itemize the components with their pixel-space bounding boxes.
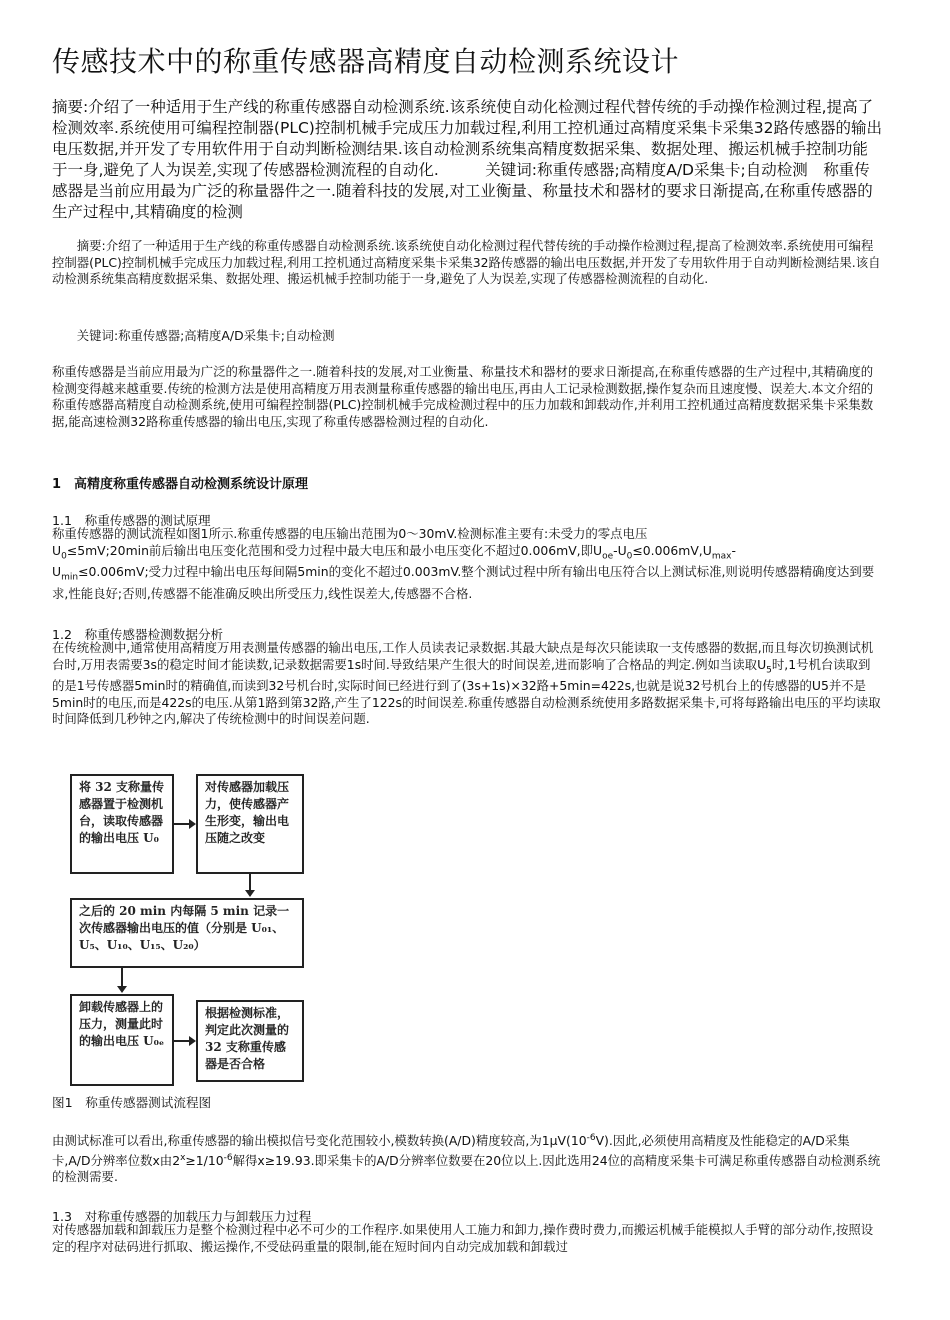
text-run: 解得x≥19.93.即采集卡的A/D分辨率位数要在20位以上.因此选用24位的高精度采集卡可满足称重传感器自动检测系统的检测需要. — [52, 1152, 881, 1185]
text-run: 时,1号机台读取到的是1号传感器5min时的精确值,而读到32号机台时,实际时间已经进行到了(3s+1s)×32路+5min=422s,也就是说32号机台上的传感器的U5并不是5min时的电压,而是422s的电压.从第1路到第32路,产生了122s的时间误差.称重传感器自动检测系统使用多路数据采集卡,可将每路输出电压的平均读取时间降低到几秒钟之内,解决了传统检测中的时间误差问题. — [52, 656, 881, 727]
page-title: 传感技术中的称重传感器高精度自动检测系统设计 — [52, 45, 680, 78]
keywords-paragraph: 关键词:称重传感器;高精度A/D采集卡;自动检测 — [52, 328, 335, 343]
flow-box-unload: 卸载传感器上的压力，测量此时的输出电压 U₀ₑ — [70, 994, 174, 1086]
section-1-2-heading: 1.2 称重传感器检测数据分析 — [52, 627, 224, 642]
arrow-line — [121, 968, 123, 987]
text-run: -U — [613, 542, 627, 558]
arrow-line — [249, 874, 251, 891]
arrow-line — [174, 1040, 190, 1042]
abstract-paragraph: 摘要:介绍了一种适用于生产线的称重传感器自动检测系统.该系统使自动化检测过程代替传统的手动操作检测过程,提高了检测效率.系统使用可编程控制器(PLC)控制机械手完成压力加载过程,利用工控机通过高精度采集卡采集32路传感器的输出电压数据,并开发了专用软件用于自动判断检测结果.该自动检测系统集高精度数据采集、数据处理、搬运机械手控制功能于一身,避免了人为误差,实现了传感器检测流程的自动化. — [52, 238, 881, 286]
text-run: ≤5mV;20min前后输出电压变化范围和受力过程中最大电压和最小电压变化不超过0.006mV,即U — [66, 542, 603, 558]
flow-box-judge: 根据检测标准，判定此次测量的 32 支称重传感器是否合格 — [196, 1000, 304, 1082]
section-1-3-paragraph: 对传感器加载和卸载压力是整个检测过程中必不可少的工作程序.如果使用人工施力和卸力,操作费时费力,而搬运机械手能模拟人手臂的部分动作,按照设定的程序对砝码进行抓取、搬运操作,不受砝码重量的限制,能在短时间内自动完成加载和卸载过 — [52, 1222, 874, 1254]
text-run: 在传统检测中,通常使用高精度万用表测量传感器的输出电压,工作人员读表记录数据.其最大缺点是每次只能读取一支传感器的数据,而且每次切换测试机台时,万用表需要3s的稳定时间才能读数,记录数据需要1s时间.导致结果产生很大的时间误差,进而影响了合格品的判定.例如当读取U — [52, 640, 874, 672]
text-run: 由测试标准可以看出,称重传感器的输出模拟信号变化范围较小,模数转换(A/D)精度较高,为1μV(10 — [52, 1133, 587, 1149]
section-1-heading: 1 高精度称重传感器自动检测系统设计原理 — [52, 477, 309, 492]
subscript: min — [61, 572, 79, 583]
flow-box-place-sensors: 将 32 支称量传感器置于检测机台，读取传感器的输出电压 U₀ — [70, 774, 174, 874]
arrow-head-icon — [245, 890, 255, 897]
subscript: 0 — [626, 550, 633, 561]
section-1-2-paragraph — [52, 640, 882, 728]
text-run: 称重传感器的测试流程如图1所示.称重传感器的电压输出范围为0～30mV.检测标准主要有:未受力的零点电压 — [52, 526, 648, 541]
section-1-1-paragraph — [52, 526, 882, 603]
subscript: 0 — [61, 550, 67, 561]
abstract-summary: 摘要:介绍了一种适用于生产线的称重传感器自动检测系统.该系统使自动化检测过程代替传统的手动操作检测过程,提高了检测效率.系统使用可编程控制器(PLC)控制机械手完成压力加载过程,利用工控机通过高精度采集卡采集32路传感器的输出电压数据,并开发了专用软件用于自动判断检测结果.该自动检测系统集高精度数据采集、数据处理、搬运机械手控制功能于一身,避免了人为误差,实现了传感器检测流程的自动化. 关键词:称重传感器;高精度A/D采集卡;自动检测 称重传感器是当前应用最为广泛的称量器件之一.随着科技的发展,对工业衡量、称量技术和器材的要求日渐提高,在称重传感器的生产过程中,其精确度的检测 — [52, 98, 882, 221]
arrow-head-icon — [117, 986, 127, 993]
subscript: max — [711, 550, 732, 561]
arrow-head-icon — [189, 1036, 196, 1046]
superscript: x — [180, 1152, 186, 1163]
flow-box-record-voltage: 之后的 20 min 内每隔 5 min 记录一次传感器输出电压的值（分别是 U₀₁、U₅、U₁₀、U₁₅、U₂₀） — [70, 898, 304, 968]
text-run: - — [731, 542, 736, 558]
text-run: V).因此,必须使用高精度及性能稳定的A/D采集卡,A/D分辨率位数x由2 — [52, 1133, 850, 1168]
superscript: -6 — [586, 1133, 596, 1143]
subscript: oe — [602, 550, 614, 561]
text-run: ≤0.006mV,U — [632, 542, 712, 558]
section-1-3-heading: 1.3 对称重传感器的加载压力与卸载压力过程 — [52, 1209, 312, 1224]
figure-caption: 图1 称重传感器测试流程图 — [52, 1095, 212, 1110]
intro-paragraph: 称重传感器是当前应用最为广泛的称量器件之一.随着科技的发展,对工业衡量、称量技术和器材的要求日渐提高,在称重传感器的生产过程中,其精确度的检测变得越来越重要.传统的检测方法是使用高精度万用表测量称重传感器的输出电压,再由人工记录检测数据,操作复杂而且速度慢、误差大.本文介绍的称重传感器高精度自动检测系统,使用可编程控制器(PLC)控制机械手完成检测过程中的压力加载和卸载动作,并利用工控机通过高精度数据采集卡采集数据,能高速检测32路称重传感器的输出电压,实现了称重传感器检测过程的自动化. — [52, 364, 874, 429]
arrow-line — [174, 823, 190, 825]
text-run: U — [52, 542, 62, 558]
text-run: U — [52, 564, 62, 580]
superscript: -6 — [223, 1152, 233, 1163]
after-figure-paragraph — [52, 1130, 882, 1186]
arrow-head-icon — [189, 819, 196, 829]
subscript: 5 — [766, 664, 772, 675]
text-run: ≤0.006mV;受力过程中输出电压每间隔5min的变化不超过0.003mV.整个测试过程中所有输出电压符合以上测试标准,则说明传感器精确度达到要求,性能良好;否则,传感器不能准确反映出所受压力,线性误差大,传感器不合格. — [52, 564, 875, 602]
text-run: ≥1/10 — [185, 1152, 224, 1168]
section-1-1-heading: 1.1 称重传感器的测试原理 — [52, 513, 211, 528]
flow-box-apply-load: 对传感器加载压力，使传感器产生形变，输出电压随之改变 — [196, 774, 304, 874]
flowchart-figure — [62, 768, 308, 1090]
